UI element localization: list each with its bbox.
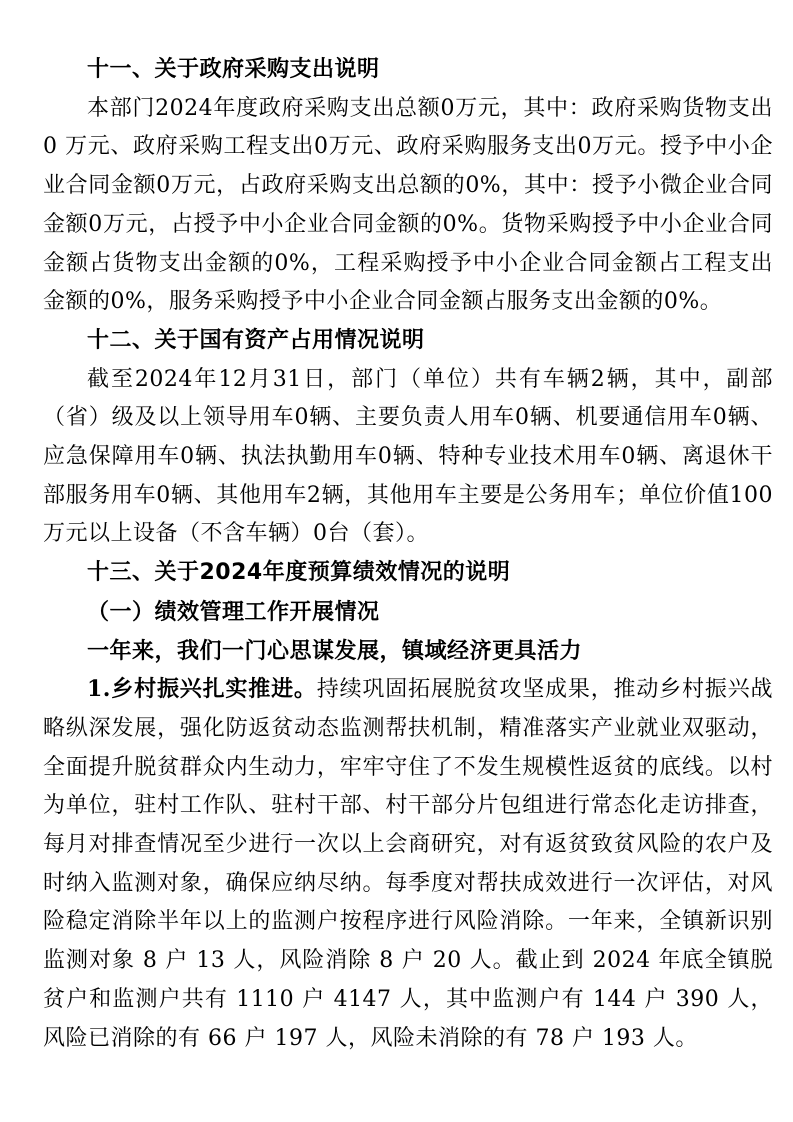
paragraph-body-text: 持续巩固拓展脱贫攻坚成果，推动乡村振兴战略纵深发展，强化防返贫动态监测帮扶机制，精准落实产业就业双驱动，全面提升脱贫群众内生动力，牢牢守住了不发生规模性返贫的底线。以村为单位，驻村工作队、驻村干部、村干部分片包组进行常态化走访排查，每月对排查情况至少进行一次以上会商研究，对有返贫致贫风险的农户及时纳入监测对象，确保应纳尽纳。每季度对帮扶成效进行一次评估，对风险稳定消除半年以上的监测户按程序进行风险消除。一年来，全镇新识别监测对象 8 户 13 人，风险消除 8 户 20 人。截止到 2024 年底全镇脱贫户和监测户共有 1110 户 4147 人，其中监测户有 144 户 390 人，风险已消除的有 66 户 197 人，风险未消除的有 78 户 193 人。 [43,677,773,1051]
section-12-assets-paragraph: 截至2024年12月31日，部门（单位）共有车辆2辆，其中，副部（省）级及以上领导用车0辆、主要负责人用车0辆、机要通信用车0辆、应急保障用车0辆、执法执勤用车0辆、特种专业技术用车0辆、离退休干部服务用车0辆、其他用车2辆，其他用车主要是公务用车；单位价值100万元以上设备（不含车辆）0台（套）。 [43,366,773,547]
section-11-procurement-paragraph: 本部门2024年度政府采购支出总额0万元，其中：政府采购货物支出0 万元、政府采购工程支出0万元、政府采购服务支出0万元。授予中小企业合同金额0万元，占政府采购支出总额的0%，其中：授予小微企业合同金额0万元，占授予中小企业合同金额的0%。货物采购授予中小企业合同金额占货物支出金额的0%，工程采购授予中小企业合同金额占工程支出金额的0%，服务采购授予中小企业合同金额占服务支出金额的0%。 [43,95,773,315]
section-13-sub-heading-2: 一年来，我们一门心思谋发展，镇域经济更具活力 [87,637,583,664]
section-13-sub-heading-1: （一）绩效管理工作开展情况 [87,598,380,625]
section-12-heading: 十二、关于国有资产占用情况说明 [87,327,425,353]
section-11-heading: 十一、关于政府采购支出说明 [87,57,380,82]
paragraph-lead-bold: 1.乡村振兴扎实推进。 [87,676,317,703]
rural-revitalization-paragraph [43,670,773,1058]
section-13-heading: 十三、关于2024年度预算绩效情况的说明 [87,560,511,586]
